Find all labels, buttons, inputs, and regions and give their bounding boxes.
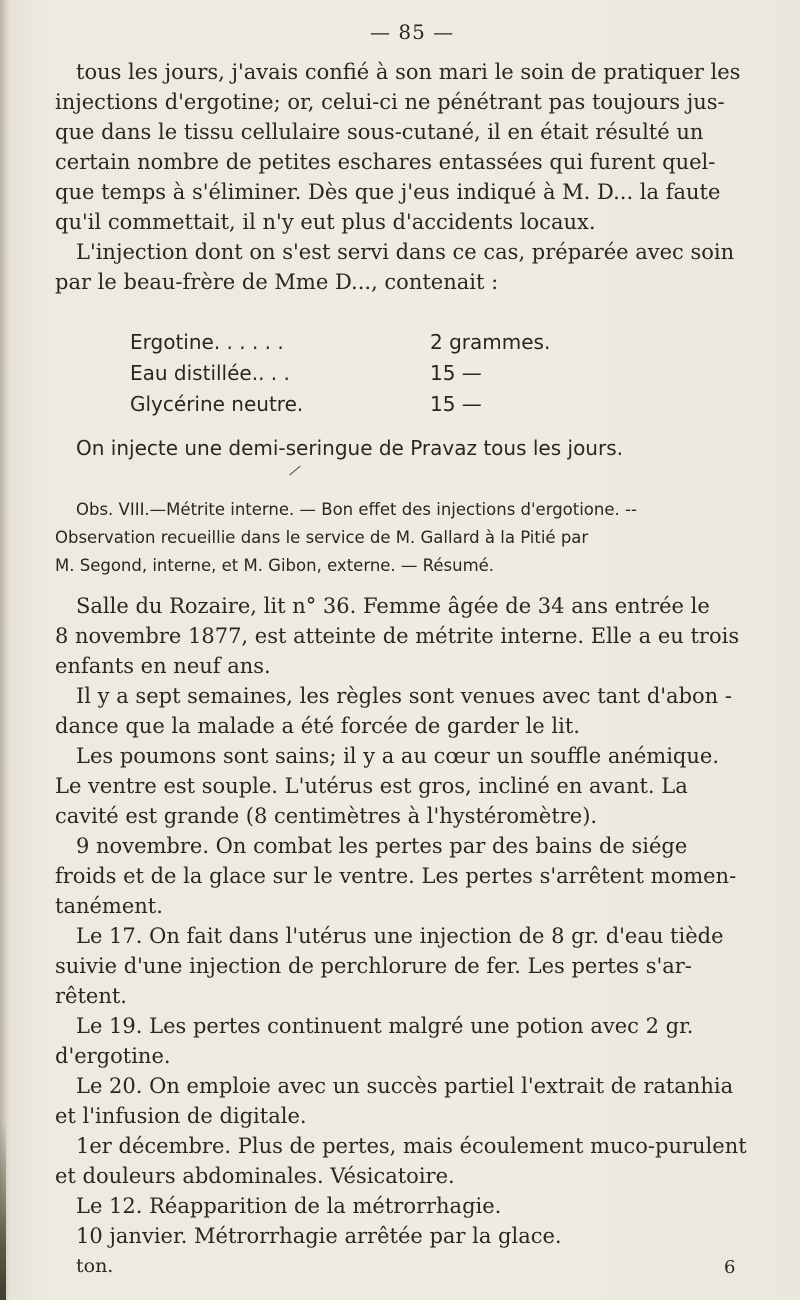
- text-line: que dans le tissu cellulaire sous-cutané, il en était résulté un: [55, 120, 704, 144]
- text-line: rêtent.: [55, 984, 127, 1008]
- recipe-quantity: 15 —: [430, 361, 482, 385]
- text-line: par le beau-frère de Mme D..., contenait :: [55, 270, 499, 294]
- pen-mark: [289, 466, 300, 476]
- text-line: suivie d'une injection de perchlorure de fer. Les pertes s'ar-: [55, 954, 692, 978]
- text-line: L'injection dont on s'est servi dans ce cas, préparée avec soin: [76, 240, 735, 264]
- recipe-quantity: 2 grammes.: [430, 330, 551, 354]
- recipe-row: [130, 330, 551, 354]
- signature-mark: 6: [724, 1257, 736, 1278]
- recipe-row: [130, 361, 482, 385]
- text-line: Le 20. On emploie avec un succès partiel l'extrait de ratanhia: [76, 1074, 734, 1098]
- recipe-ingredient: Glycérine neutre.: [130, 392, 304, 416]
- text-line: Le 17. On fait dans l'utérus une injection de 8 gr. d'eau tiède: [76, 924, 724, 948]
- recipe-row: [130, 392, 482, 416]
- page-number: — 85 —: [370, 20, 455, 44]
- recipe-note: On injecte une demi-seringue de Pravaz tous les jours.: [76, 436, 623, 460]
- text-line: enfants en neuf ans.: [55, 654, 271, 678]
- observation-line: Observation recueillie dans le service de M. Gallard à la Pitié par: [55, 528, 589, 547]
- text-line: injections d'ergotine; or, celui-ci ne pénétrant pas toujours jus-: [55, 90, 725, 114]
- recipe-quantity: 15 —: [430, 392, 482, 416]
- text-line: qu'il commettait, il n'y eut plus d'accidents locaux.: [55, 210, 596, 234]
- text-line: froids et de la glace sur le ventre. Les pertes s'arrêtent momen-: [55, 864, 737, 888]
- text-line: que temps à s'éliminer. Dès que j'eus indiqué à M. D... la faute: [55, 180, 721, 204]
- observation-line: M. Segond, interne, et M. Gibon, externe. — Résumé.: [55, 556, 495, 575]
- text-line: 8 novembre 1877, est atteinte de métrite interne. Elle a eu trois: [55, 624, 740, 648]
- binding-shadow: [0, 1120, 6, 1300]
- observation-heading: Obs. VIII.—Métrite interne. — Bon effet des injections d'ergotione. --: [76, 500, 637, 519]
- recipe-ingredient: Eau distillée.. . .: [130, 361, 290, 385]
- catchword: ton.: [76, 1255, 114, 1277]
- text-line: Les poumons sont sains; il y a au cœur un souffle anémique.: [76, 744, 720, 768]
- text-line: Le ventre est souple. L'utérus est gros, incliné en avant. La: [55, 774, 688, 798]
- text-line: Salle du Rozaire, lit n° 36. Femme âgée de 34 ans entrée le: [76, 594, 710, 618]
- binding-edge: [0, 0, 10, 1300]
- text-line: et douleurs abdominales. Vésicatoire.: [55, 1164, 455, 1188]
- text-line: certain nombre de petites eschares entassées qui furent quel-: [55, 150, 716, 174]
- text-line: d'ergotine.: [55, 1044, 171, 1068]
- text-line: Il y a sept semaines, les règles sont venues avec tant d'abon -: [76, 684, 732, 708]
- text-line: tanément.: [55, 894, 163, 918]
- text-line: Le 12. Réapparition de la métrorrhagie.: [76, 1194, 502, 1218]
- text-line: Le 19. Les pertes continuent malgré une potion avec 2 gr.: [76, 1014, 694, 1038]
- text-line: tous les jours, j'avais confié à son mari le soin de pratiquer les: [76, 60, 741, 84]
- text-line: 9 novembre. On combat les pertes par des bains de siége: [76, 834, 688, 858]
- text-line: cavité est grande (8 centimètres à l'hystéromètre).: [55, 804, 598, 828]
- text-line: dance que la malade a été forcée de garder le lit.: [55, 714, 580, 738]
- text-line: 1er décembre. Plus de pertes, mais écoulement muco-purulent: [76, 1134, 747, 1158]
- text-line: 10 janvier. Métrorrhagie arrêtée par la glace.: [76, 1224, 562, 1248]
- recipe-ingredient: Ergotine. . . . . .: [130, 330, 284, 354]
- text-line: et l'infusion de digitale.: [55, 1104, 307, 1128]
